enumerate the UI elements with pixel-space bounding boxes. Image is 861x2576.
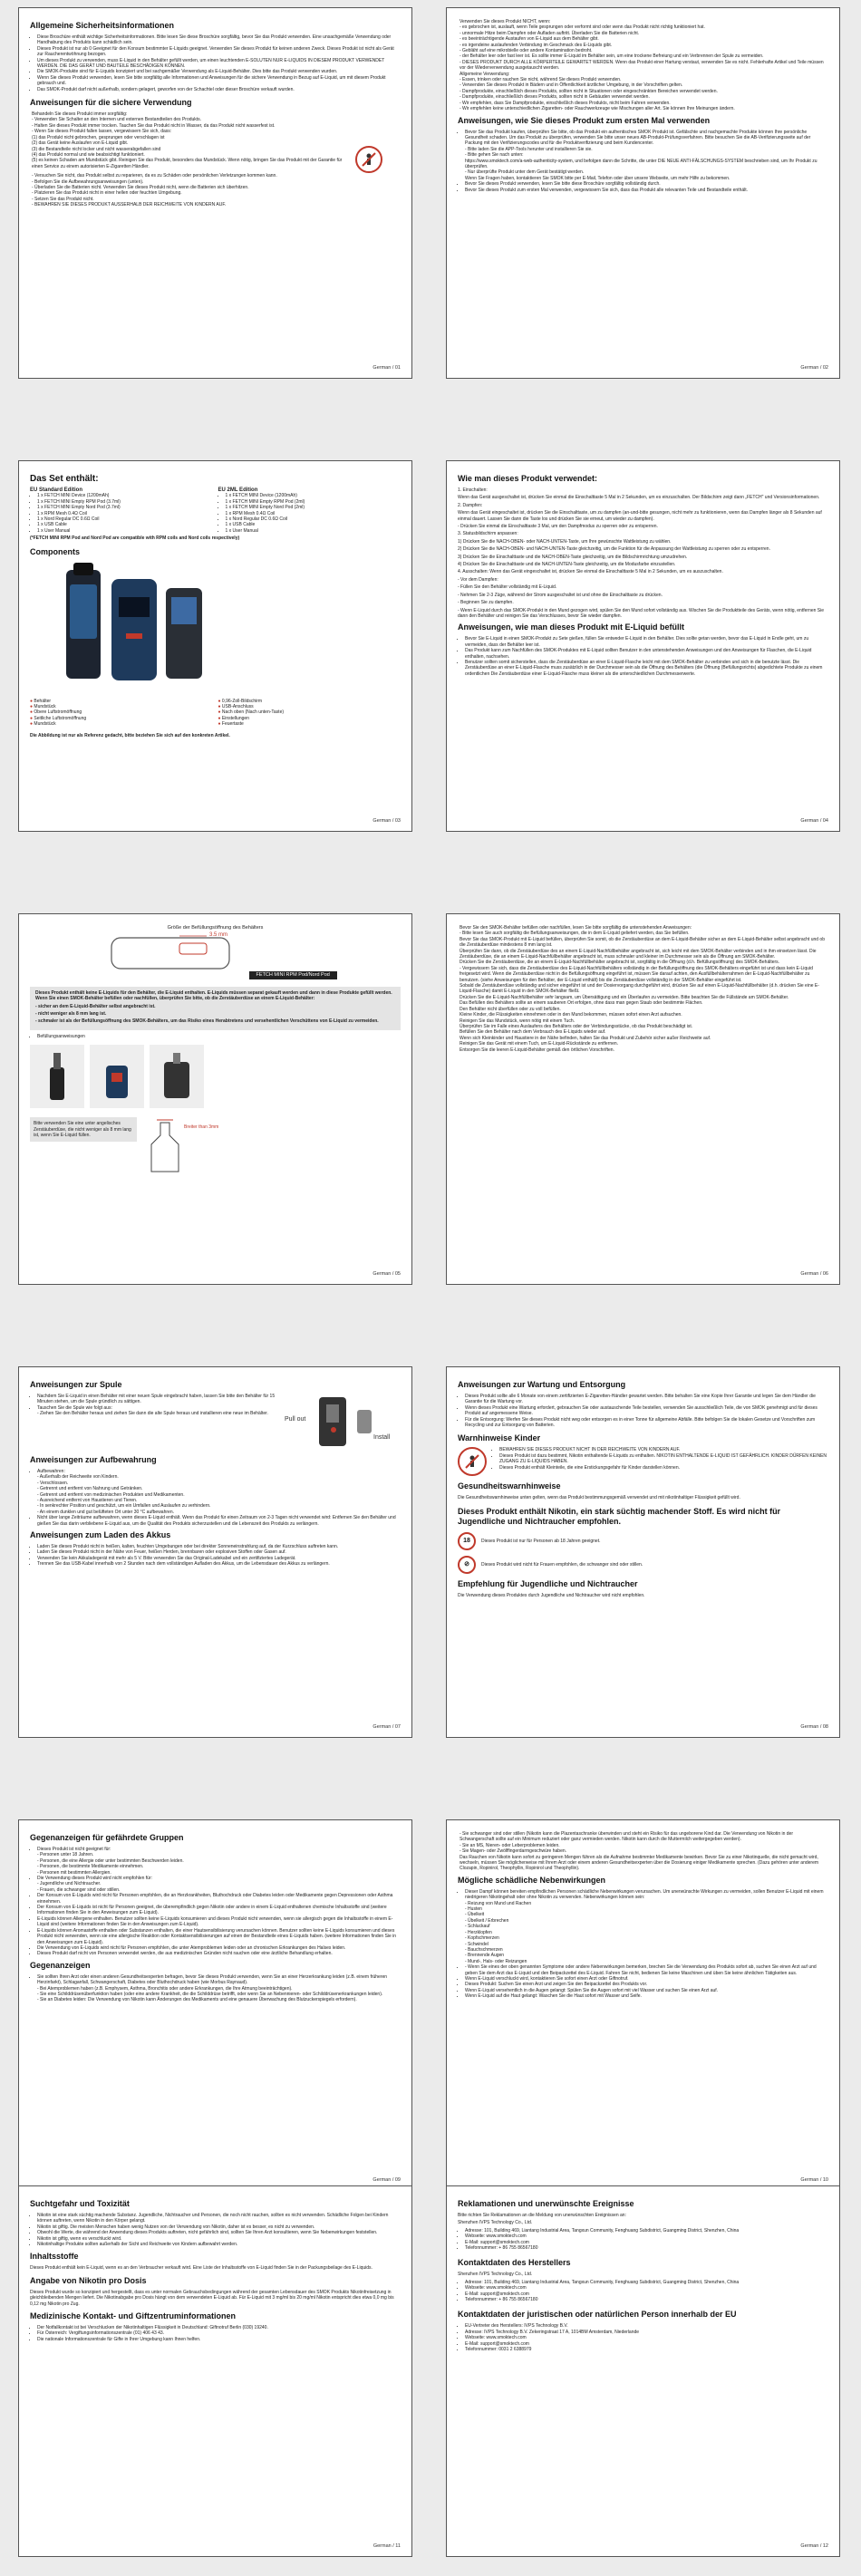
page-number: German / 01 xyxy=(372,364,401,371)
filling-instructions-bullet: • Befüllungsanweisungen xyxy=(37,1034,401,1039)
part-label: Einstellungen xyxy=(221,715,249,721)
manual-page-1 xyxy=(18,7,412,379)
nozzle-diagram xyxy=(142,1117,224,1182)
manual-page-8: Anweisungen zur Wartung und Entsorgung • Dieses Produkt sollte alle 6 Monate von einem zertifizierten E-Zigaretten-Händler gewartet werden. Bitte behalten Sie eine Kopie Ihrer Garantie und legen Sie dem Händler die Garantie für die Wartung vor. • Wenn dieses Produkt eine Wartung erfordert, gebrauchen Sie oder austauschende Teile bestellen, verwenden Sie ausschließlich Teile, die von SMOK genehmigt und für dieses Produkt auf angemessene Weise. • Für die Entsorgung: Werfen Sie dieses Produkt nicht weg oder entsorgen es in einer Tonne für allgemeine Abfälle. Bitte befolgen Sie die lokalen Gesetze und Vorschriften zum Recycling und zur Entsorgung von Batterien. Warnhinweise Kinder • BEWAHREN SIE DIESES PRODUKT NICHT IN DER REICHWEITE VON KINDERN AUF. • Dieses Produkt ist dazu bestimmt, Nikotin enthaltende E-Liquids zu enthalten. NIKOTIN ENTHALTENDE E-LIQUID IST GEFÄHRLICH. KINDER DÜRFEN KEINEN ZUGANG ZU E-LIQUIDS HABEN. • Dieses Produkt enthält Kleinteile, die eine Erstickungsgefahr für Kinder darstellen können. Gesundheitswarnhinweise Die Gesundheitswarnhinweise unten gelten, wenn das Produkt bestimmungsgemäß verwendet und mit nikotinhaltiger Flüssigkeit gefüllt wird. Dieses Produkt enthält Nikotin, ein stark süchtig machender Stoff. Es wird nicht für Jugendliche und Nichtraucher empfohlen. 18 Dieses Produkt ist nur für Personen ab 18 Jahren geeignet. ⊘ Dieses Produkt wird nicht für Frauen empfohlen, die schwanger sind oder stillen. Empfehlung für Jugendliche und Nichtraucher Die Verwendung dieses Produktes durch Jugendliche und Nichtraucher wird nicht empfohlen. German / 08 xyxy=(446,1366,840,1738)
email-link[interactable]: • E-Mail: support@smoktech.com xyxy=(465,2240,828,2245)
page-number: German / 04 xyxy=(800,817,828,824)
manual-page-11: Suchtgefahr und Toxizität • Nikotin ist eine stark süchtig machende Substanz. Jugendliche, Nichtraucher und Personen, die noch nicht rauchen, sollten es nicht verwenden. Schädliche Folgen bei Kindern können auftreten, wenn Nikotin in den Körper gelangt. • Nikotin ist giftig. Die meisten Menschen haben wenig Nutzen von der Verwendung von Nikotin, daher ist es besser, es nicht zu verwenden. • Obwohl die Werte, die während der Anwendung dieses Produkts auftreten, nicht gefährlich sind, sollten Sie Ihren Arzt konsultieren, wenn Sie Nebenwirkungen feststellen. • Nikotin ist giftig, wenn es verschluckt wird. • Nikotinhaltige Produkte sollten außerhalb der Sicht und Reichweite von Kindern aufbewahrt werden. Inhaltsstoffe Dieses Produkt enthält kein E-Liquid, wenn es an den Verbraucher verkauft wird. Eine Liste der Inhaltsstoffe von E-Liquid finden Sie in der Packungsbeilage des E-Liquids. Angabe von Nikotin pro Dosis Dieses Produkt wurde so konzipiert und hergestellt, dass es unter normalen Gebrauchsbedingungen während der gesamten Lebensdauer des SMOK Produkts Nikotinfreisetzung in gleichbleibenden Mengen liefert. Die Nikotinabgabe pro Dosis hängt von dem verwendeten E-Liquid ab. Für E-Liquid mit 3 mg/ml bis 20 mg/ml Nikotin entspricht dies etwa 0,0 mg bis 0,12 mg Nikotin pro Zug. Medizinische Kontakt- und Giftzentruminformationen • Der Notfallkontakt ist bei Verschlucken der Nikotinhaltigen Flüssigkeit in Deutschland: Giftnotruf Berlin (030) 19240. • Für Österreich: Vergiftungsinformationszentrale (01) 406 43 43. • Die nationale Informationszentrale für Gifte in Ihrer Umgebung kann Ihnen helfen. German / 11 xyxy=(18,2185,412,2557)
nozzle-width-label: Breiter than 3mm xyxy=(184,1124,219,1131)
email-link[interactable]: • E-Mail: support@smoktech.com xyxy=(465,2341,828,2347)
coil-diagram xyxy=(283,1394,401,1452)
usage-steps: 1. Einschalten: Wenn das Gerät ausgeschaltet ist, drücken Sie einmal die Einschalttaste 5 Mal in 2 Sekunden, um es einzuschalten. Der Bildschirm zeigt dann „FETCH" und Versionsinformationen. 2. Dampfen: Wenn das Gerät eingeschaltet ist, drücken Sie die Einschalttaste, um zu dampfen (an-und-bitte gesungen, nicht mehr zu funktionieren, wenn das Dampfen länger als 8 Sekunden auf einmal dauert. Lassen Sie dann die Taste los und drücken Sie sie erneut, um wieder zu dampfen). - Drücken Sie einmal die Einschalttaste 3 Mal, um den Dampfmodus zu sperren oder zu entsperren. 3. Statusbildschirm anpassen: 1) Drücken Sie die NACH-OBEN- oder NACH-UNTEN-Taste, um Ihre gewünschte Wattleistung zu wählen. 2) Drücken Sie die NACH-OBEN- und NACH-UNTEN-Taste gleichzeitig, um die Funktion für die Anpassung der Wattleistung zu sperren oder zu entsperren. 3) Drücken Sie die Einschalttaste und die NACH-OBEN-Taste gleichzeitig, um die Bildschirmrichtung umzudrehen. 4) Drücken Sie die Einschalttaste und die NACH-UNTEN-Taste gleichzeitig, um die Modusfarbe einzustellen. 4. Ausschalten: Wenn das Gerät eingeschaltet ist, drücken Sie einmal die Einschalttaste 5 Mal in 2 Sekunden, um es auszuschalten. - Vor dem Dampfen: - Füllen Sie den Behälter vollständig mit E-Liquid. - Nehmen Sie 2-3 Züge, während der Strom ausgeschaltet ist und ohne die Einschalttaste zu drücken. - Beginnen Sie zu dampfen. - Wenn E-Liquid durch das SMOK-Produkt in den Mund gezogen wird, spülen Sie den Mund sofort vollständig aus. Wischen Sie die Produktteile des Geräts, wenn nötig, entfernen Sie dann den Behälter und reinigen Sie das Verschlusses, bevor Sie wieder dampfen. xyxy=(458,487,825,619)
edition-title: EU Standard Edition xyxy=(30,487,83,493)
side-effects-list: • Dieser Dampf können bereiten empfindlichen Personen schädliche Nebenwirkungen verursachen. Um unerwünschte Wirkungen zu vermeiden, sollen Benutzer E-Liquid mit einem niedrigeren Nikotingehalt oder ohne Nikotin zu verwenden. Nebenwirkungen können sein: - Reizung von Mund und Rachen - Husten - Übelkeit - Übelkeit / Erbrechen - Schluckauf - Herzklopfen - Kopfschmerzen - Schwindel - Bauchschmerzen - Brennende Augen - Mund-, Hals- oder Reizungen • - Wenn Sie eines der oben genannten Symptome oder andere Nebenwirkungen bemerken, brechen Sie die Verwendung des Produkts sofort ab, suchen Sie einen Arzt auf und geben Sie dem Arzt das E-Liquid und den Beipackzettel des E-Liquid. Fahren Sie nicht, bedienen Sie keine Maschinen und üben Sie keine ähnlichen Tätigkeiten aus. • Wenn E-Liquid verschluckt wird, kontaktieren Sie sofort einen Arzt oder Giftnotruf. • Dieses Produkt: Suchen Sie einen Arzt und zeigen Sie den Beipackzettel des Produkts vor. • Wenn E-Liquid versehentlich in die Augen gelangt: Spülen Sie die Augen sofort mit viel Wasser und suchen Sie einen Arzt auf. • Wenn E-Liquid auf die Haut gelangt: Waschen Sie die Haut sofort mit Wasser und Seife. xyxy=(458,1889,828,2000)
part-label: Obere Luftstromöffnung xyxy=(34,709,82,716)
install-label: Install xyxy=(373,1434,391,1441)
section-title: Anweisungen, wie Sie dieses Produkt zum ersten Mal verwenden xyxy=(458,115,711,125)
device-illustration xyxy=(30,561,401,697)
first-use-list: • Bevor Sie das Produkt kaufen, überprüfen Sie bitte, ob das Produkt ein authentisches SMOK Produkt ist. Gefälschte und nachgemachte Produkte können Ihre persönliche Gesundheit schaden. Um das Produkt zu überprüfen, verwenden Sie bitte unser neues AB-Produkt-Prüfungsverfahren. Bitte besuchen Sie die AB-Verifizierungsseite auf der Packung mit den Verifizierungscodes und für die Produktverifizierung und beim Kundencenter. - Bitte laden Sie die APP-Tools herunter und installieren Sie sie. - Bitte gehen Sie nach unten: https://www.smoktech.com/a-web-authenticity-system, und befolgen dann die Schritte, die unter DIE NEUE ANTI-FÄLSCHUNGS-SYSTEM beschrieben sind, um Ihr Produkt zu überprüfen. - Nur überprüfte Produkt unter dem Gerät bestätigt werden. Wenn Sie Fragen haben, kontaktieren Sie SMOK bitte per E-Mail, Telefon oder über unsere Webseite, um mehr Hilfe zu bekommen. • Bevor Sie dieses Produkt verwenden, lesen Sie bitte diese Broschüre sorgfältig vollständig durch. • Bevor Sie dieses Produkt zum ersten Mal verwenden, vergewissern Sie sich, dass das Produkt alle relevanten Teile und Bestandteile enthält. xyxy=(458,130,828,193)
coil-list: • Nachdem Sie E-Liquid in einen Behälter mit einer neuen Spule eingebracht haben, lassen Sie bitte den Behälter für 15 Minuten stehen, um die Spule gründlich zu sättigen. • Tauschen Sie die Spule wie folgt aus: - Ziehen Sie den Behälter heraus und ziehen Sie dann die alte Spule heraus und installieren eine neue im Behälter. xyxy=(30,1394,277,1450)
compat-note: (*FETCH MINI RPM Pod and Nord Pod are compatible with RPM coils and Nord coils respectively) xyxy=(30,535,240,542)
manual-page-5 xyxy=(18,913,412,1285)
step-image xyxy=(90,1045,144,1108)
page-title: Wie man dieses Produkt verwendet: xyxy=(458,474,597,483)
toxicity-list: • Nikotin ist eine stark süchtig machende Substanz. Jugendliche, Nichtraucher und Personen, die noch nicht rauchen, sollten es nicht verwenden. Schädliche Folgen bei Kindern können auftreten, wenn Nikotin in den Körper gelangt. • Nikotin ist giftig. Die meisten Menschen haben wenig Nutzen von der Verwendung von Nikotin, daher ist es besser, es nicht zu verwenden. • Obwohl die Werte, die während der Anwendung dieses Produkts auftreten, nicht gefährlich sind, sollten Sie Ihren Arzt konsultieren, wenn Sie Nebenwirkungen feststellen. • Nikotin ist giftig, wenn es verschluckt wird. • Nikotinhaltige Produkte sollten außerhalb der Sicht und Reichweite von Kindern aufbewahrt werden. xyxy=(30,2213,401,2247)
page-title: Anweisungen zur Spule xyxy=(30,1380,122,1389)
section-title: Anweisungen, wie man dieses Produkt mit E-Liquid befüllt xyxy=(458,622,685,632)
manual-page-7 xyxy=(18,1366,412,1738)
part-label: Mundstück xyxy=(34,721,56,728)
page-number: German / 09 xyxy=(372,2176,401,2183)
part-label: Nach oben (Nach unten-Taste) xyxy=(221,709,285,716)
dimension-label: 3.5 mm xyxy=(209,932,228,939)
page-title: Anweisungen zur Wartung und Entsorgung xyxy=(458,1380,626,1389)
page-number: German / 12 xyxy=(800,2542,828,2549)
poison-center-list: • Der Notfallkontakt ist bei Verschlucken der Nikotinhaltigen Flüssigkeit in Deutschland: Giftnotruf Berlin (030) 19240. • Für Österreich: Vergiftungsinformationszentrale (01) 406 43 43. • Die nationale Informationszentrale für Gifte in Ihrer Umgebung kann Ihnen helfen. xyxy=(30,2325,401,2342)
section-title: Gegenanzeigen xyxy=(30,1960,91,1970)
section-title: Anweisungen für die sichere Verwendung xyxy=(30,98,192,108)
eu-contact: • EU-Vertreter des Herstellers: IVPS Technology B.V. • Adresse: IVPS Technology B.V. Zekeringstraat 17 A, 1014BM Amsterdam, Niederlande • Webseite: www.smoktech.com • E-Mail: support@smoktech.com • Telefonnummer: 0031 2 6388979 xyxy=(458,2323,828,2352)
section-title: Warnhinweise Kinder xyxy=(458,1433,541,1443)
charging-list: • Laden Sie dieses Produkt nicht in heißen, kalten, feuchten Umgebungen oder bei direkter Sonneneinstrahlung auf, da der Kurzschluss auftreten kann. • Laden Sie dieses Produkt nicht in der Nähe von Feuer, heißen Herden, brennbaren oder explosiven Stoffen oder Gasen auf. • Verwenden Sie kein Akkuladegerät mit mehr als 5 V. Bitte verwenden Sie das Original-Ladekabel und ein zertifiziertes Ladegerät. • Trennen Sie das USB-Kabel innerhalb von 2 Stunden nach dem vollständigen Aufladen des Akkus, um die Lebensdauer des Akkus zu verlängern. xyxy=(30,1544,401,1568)
filling-illustrations xyxy=(30,1045,401,1108)
page-title: Gegenanzeigen für gefährdete Gruppen xyxy=(30,1833,184,1842)
pod-top-diagram xyxy=(93,931,247,976)
section-title: Empfehlung für Jugendliche und Nichtraucher xyxy=(458,1578,638,1588)
website-link[interactable]: • Webseite: www.smoktech.com xyxy=(465,2233,828,2239)
page-number: German / 02 xyxy=(800,364,828,371)
manual-page-12: Reklamationen und unerwünschte Ereignisse Bitte richten Sie Reklamationen an die Meldung von unerwünschten Ereignissen an: Shenzhen IVPS Technology Co., Ltd. • Adresse: 101, Building 469, Liantang Industrial Area, Tangxun Community, Fenghuang Subdistrict, Guangming District, Shenzhen, China • Webseite: www.smoktech.com • E-Mail: support@smoktech.com • Telefonnummer: + 86 755 86567180 Kontaktdaten des Herstellers Shenzhen IVPS Technology Co., Ltd. • Adresse: 101, Building 469, Liantang Industrial Area, Tangxun Community, Fenghuang Subdistrict, Guangming District, Shenzhen, China • Webseite: www.smoktech.com • E-Mail: support@smoktech.com • Telefonnummer: + 86 755 86567180 Kontaktdaten der juristischen oder natürlichen Person innerhalb der EU • EU-Vertreter des Herstellers: IVPS Technology B.V. • Adresse: IVPS Technology B.V. Zekeringstraat 17 A, 1014BM Amsterdam, Niederlande • Webseite: www.smoktech.com • E-Mail: support@smoktech.com • Telefonnummer: 0031 2 6388979 German / 12 xyxy=(446,2185,840,2557)
pod-label: FETCH MINI RPM Pod/Nord Pod xyxy=(249,971,337,979)
page-number: German / 08 xyxy=(800,1723,828,1730)
manual-page-6 xyxy=(446,913,840,1285)
section-title: Gesundheitswarnhinweise xyxy=(458,1481,561,1491)
manufacturer-contact: • Adresse: 101, Building 469, Liantang Industrial Area, Tangxun Community, Fenghuang Subdistrict, Guangming District, Shenzhen, China • Webseite: www.smoktech.com • E-Mail: support@smoktech.com • Telefonnummer: + 86 755 86567180 xyxy=(458,2280,828,2303)
website-link[interactable]: • Webseite: www.smoktech.com xyxy=(465,2285,828,2291)
manual-page-9 xyxy=(18,1819,412,2191)
part-label: Behälter xyxy=(34,698,52,704)
pregnancy-list: - Sie schwanger sind oder stillen (Nikotin kann die Plazentaschranke überwinden und steht ein Risiko für das ungeborene Kind dar. Die Verwendung von Nikotin in der Schwangerschaft sollte auf ein Minimum reduziert oder ganz vermieden werden. Nikotin kann durch die Muttermilch weitergegeben werden). - Sie an MS, Nieren- oder Leberproblemen leiden. - Sie Magen- oder Zwölffingerdarmgeschwüre haben. Das Rauchen von Nikotin kann sofort zu geringeren Mengen führen als die Aufnahme bestimmter Medikamente bewirken. Bevor Sie zu einer Nikotinquelle, die nicht gemacht wird, wechseln, müssen Sie möglicherweise mit Ihrem Arzt oder einem anderen Gesundheitsexperten über die Dosierung einiger Medikamente sprechen. (Dazu gehören unter anderem Clozapin, Ropinirol, Theophyllin, Ropinirol und Theophyllin). xyxy=(460,1831,819,1872)
page-number: German / 10 xyxy=(800,2176,828,2183)
fill-opening-figure: Größe der Befüllungsöffnung des Behälters 3.5 mm FETCH MINI RPM Pod/Nord Pod xyxy=(30,925,401,979)
page-title: Allgemeine Sicherheitsinformationen xyxy=(30,21,175,30)
manual-page-10 xyxy=(446,1819,840,2191)
section-title: Inhaltsstoffe xyxy=(30,2252,79,2262)
section-title: Medizinische Kontakt- und Giftzentruminformationen xyxy=(30,2311,236,2321)
website-link[interactable]: • Webseite: www.smoktech.com xyxy=(465,2335,828,2340)
do-not-use-list: Verwenden Sie dieses Produkt NICHT, wenn: - es gebrochen ist, auslauft, wenn Teile gesprungen oder verformt sind oder wenn das Produkt nicht richtig funktioniert hat. - unnormale Hitze beim Dampfen oder Aufladen auftritt. Überladen Sie die Batterien nicht. - es beeinträchtigende Austaufen von E-Liquid aus dem Behälter gibt. - es irgendeine auslaufenden Verbindung im Geschmack des E-Liquids gibt. - Gebläht auf eine mikrobielle oder andere Kontamination bedroht. - der Behälter leer oder fast leer ist. Es sollte immer E-Liquid im Behälter sein, um eine trockene Befreiung und ein Verbrennen der Spule zu vermeiden. - DIESES PRODUKT DURCH ALLE KÖRPERTEILE GEWARTET WERDEN. Wenn das Produkt einer Hartung verstaut, verwenden Sie es nicht. Fehlerhafte Artikel und Teile müssen vor der Wiederverwendung ausgetauscht werden. Allgemeine Verwendung: - Essen, trinken oder rauchen Sie nicht, während Sie dieses Produkt verwenden. - Verwenden Sie dieses Produkt in Bädern und in Öffentlichkeit ärztlicher Umgebung, in der Vorschriften gelten. - Dampfprodukte, einschließlich dieses Produkts, sollten nicht in Situationen oder eingeschränkten Bereichen verwendet werden. - Dampfprodukte, einschließlich dieses Produkts, sollten nicht in Gebäuden verwendet werden. - Wir empfehlen, dass Sie Dampfprodukte, einschließlich dieses Produkts, nicht beim Fahren verwenden. - Wir empfehlen keine unterschiedlichen Zigaretten- oder Rauchwerkzeuge wie Mischungen aller Art. Sie können Ihre Meinungen ändern. xyxy=(460,19,824,112)
verification-link[interactable]: https://www.smoktech.com/a-web-authenticity-system, und befolgen dann die Schritte, die unter DIE NEUE ANTI-FÄLSCHUNGS-SYSTEM beschrieben sind, um Ihr Produkt zu überprüfen. xyxy=(465,158,817,169)
child-warning-list: • BEWAHREN SIE DIESES PRODUKT NICHT IN DER REICHWEITE VON KINDERN AUF. • Dieses Produkt ist dazu bestimmt, Nikotin enthaltende E-Liquids zu enthalten. NIKOTIN ENTHALTENDE E-LIQUID IST GEFÄHRLICH. KINDER DÜRFEN KEINEN ZUGANG ZU E-LIQUIDS HABEN. • Dieses Produkt enthält Kleinteile, die eine Erstickungsgefahr für Kinder darstellen können. xyxy=(492,1447,828,1471)
part-label: 0,96-Zoll-Bildschirm xyxy=(221,698,263,704)
complaints-contact: • Adresse: 101, Building 469, Liantang Industrial Area, Tangxun Community, Fenghuang Subdistrict, Guangming District, Shenzhen, China • Webseite: www.smoktech.com • E-Mail: support@smoktech.com • Telefonnummer: + 86 755 86567180 xyxy=(458,2228,828,2252)
components-title: Components xyxy=(30,546,80,556)
section-title: Kontaktdaten der juristischen oder natürlichen Person innerhalb der EU xyxy=(458,2310,737,2320)
step-image xyxy=(150,1045,204,1108)
storage-list: • Aufbewahren: - Außerhalb der Reichweite von Kindern. - Verschlossen. - Getrennt und entfernt von Nahrung und Getränken. - Getrennt und entfernt von medizinischen Produkten und Medikamenten. - Ausreichend entfernt von Haustieren und Tieren. - In senkrechter Position und geschützt, um ein Umfallen und Auslaufen zu verhindern. - An einem dunklen und gut belüfteten Ort unter 30 °C aufbewahren. • Nicht über lange Zeiträume aufbewahren, wenn dieses E-Liquid enthält. Wenn das Produkt für einen Zeitraum von 2-3 Tagen nicht verwendet wird: Entfernen Sie den Behälter und gießen Sie das darin verbliebene E-Liquid aus, um die Qualität des Produkts sicherzustellen und die Lebenszeit des Produkts zu verlängern. xyxy=(30,1469,401,1527)
intro-list: • Diese Broschüre enthält wichtige Sicherheitsinformationen. Bitte lesen Sie diese Broschüre sorgfältig, bevor Sie das Produkt verwenden. Eine unsachgemäße Verwendung oder Handhabung des Produkts kann schädlich sein. • Dieses Produkt ist nur ab 0 Geeignet für den Konsum bestimmter E-Liquids geeignet. Verwenden Sie dieses Produkt für keinen anderen Zweck. Dieses Produkt ist nicht als Gerät zur Raucherentwöhnung bezogen. • Um dieses Produkt zu verwenden, muss E-Liquid in den Behälter gefüllt werden, um einen leuchtenden E-SOLUTEN NUR E-LIQUIDS IN DIESEM PRODUKT VERWENDET WERDEN. DIE DAS GERÄT UND BAUTEILE BESCHÄDIGEN KÖNNEN. • Die SMOK-Produkte sind für E-Liquids konzipiert und bei sachgemäßer Verwendung als E-Liquid-Behälter. Dies bitte das Produkt verwenden wurden. • Wenn Sie dieses Produkt verwenden, lesen Sie bitte sorgfältig alle Informationen und Anweisungen für die sichere Verwendung in Bezug auf E-Liquid, um mit diesem Produkt gebrauch und. • Das SMOK-Produkt darf nicht außerhalb, sondern gelagert, geworfen von der Schachtel oder dieser Broschüre verkauft wurden. xyxy=(30,34,401,92)
nicotine-warning: Dieses Produkt enthält Nikotin, ein stark süchtig machender Stoff. Es wird nicht für Jugendliche und Nichtraucher empfohlen. xyxy=(458,1506,781,1526)
step-image xyxy=(30,1045,84,1108)
page-number: German / 11 xyxy=(372,2542,401,2549)
page-title: Suchtgefahr und Toxizität xyxy=(30,2199,130,2208)
refill-instructions: Bevor Sie den SMOK-Behälter befüllen oder nachfüllen, lesen Sie bitte sorgfältig die untenstehenden Anweisungen: - Bitte lesen Sie auch sorgfältig die Befüllungsanweisungen, die in dem E-Liquid geliefert werden, das Sie befüllen. Bevor Sie das SMOK-Produkt mit E-Liquid befüllen, überprüfen Sie somit, ob die Zerstäuberdüse an dem E-Liquid-Behälter sicher an dem E-Liquid-Behälter selbst angebracht und ob die Zerstäuberdüse mindestens 8 mm lang ist. Überprüfen Sie dann, ob die Zerstäuberdüse des an einem E-Liquid-Nachfüllbehälter angebracht ist, sich leicht mit dem SMOK-Behälter verbinden und in ihm einsetzen lässt. Die Zerstäuberdüse, die an einem E-Liquid-Nachfüllbehälter angebracht ist, muss schmaler und kleiner im Durchmesser sein als die Öffnung am SMOK-Behälter. Drücken Sie die Zerstäuberdüse, die an einem E-Liquid-Nachfüllbehälter angebracht ist, sorgfältig in die Öffnung (d.h. Befüllungsöffnung) des SMOK-Behälters. - Vergewissern Sie sich, dass die Zerstäuberdüse des E-Liquid-Nachfüllbehälters vollständig in der Befüllungsöffnung des SMOK-Behälters eingeführt ist und dass kein E-Liquid freigesetzt wird. Wenn die Zerstäuberdüse nicht in die Befüllungsöffnung eingeführt ist, müssen Sie darauf achten, den Ausfüllbehälterrahmen der E-Liquid-Nachfüllbehälter zu benutzen. (siehe Anweisungen für den Behälter, der E-Liquid enthält) bis die Zerstäuberdüse vollständig in der SMOK-Behälter eingeführt ist. Sobald die Zerstäuberdüse vollständig und sicher eingeführt ist und der Dosiervorgang durchgeführt wird, drücken Sie auf einen E-Liquid-Nachfüllbehälter (d.h. drücken Sie eine E-Liquid-Flasche) damit E-Liquid in den SMOK-Behälter fließt. Drücken Sie die E-Liquid-Nachfüllbehälter sehr langsam, um Übersättigung und ein Überlaufen zu vermeiden. Bitte beachten Sie die Füllstände am SMOK-Behälter. Das Befüllen des Behälters sollte an einem sauberen Ort erfolgen, ohne dass man gegen Staub oder bestimmte Flächen. Den Behälter nicht überfüllen oder zu voll befüllen. Kleine Kinder, die Flüssigkeiten einnehmen oder in den Mund bekommen, müssen sofort einen Arzt aufsuchen. Reinigen Sie das Mundstück, wenn nötig mit einem Tuch. Überprüfen Sie im Falle eines Auslaufens des Behälters oder der Verbindungsstücke, ob das Produkt beschädigt ist. Befüllen Sie den Behälter nach dem Verbrauch des E-Liquids wieder auf. Wenn sich Kleinkinder und Haustiere in der Nähe befinden, halten Sie das Produkt und Zubehör sicher außer Reichweite auf. Reinigen Sie das Gerät mit einem Tuch, um E-Liquid-Rückstände zu entfernen. Entsorgen Sie die leeren E-Liquid-Behälter gemäß den örtlichen Vorschriften. xyxy=(460,925,825,1053)
section-title: Kontaktdaten des Herstellers xyxy=(458,2258,571,2268)
contraindications-list: • Dieses Produkt ist nicht geeignet für: - Personen unter 18 Jahren. - Personen, die eine Allergie oder unter bestimmten Beschwerden leiden. - Personen, die bestimmte Medikamente einnehmen. - Personen mit bestimmten Allergien. • Die Verwendung dieses Produkt wird nicht empfohlen für: - Jugendliche und Nichtraucher. - Frauen, die schwanger sind oder stillen. • Der Konsum von E-Liquids wird nicht für Personen empfohlen, die an Herzkrankheiten, Bluthochdruck oder Diabetes leiden oder Medikamente gegen Depressionen oder Asthma einnehmen. • Der Konsum von E-Liquids ist nicht für Personen geeignet, die überempfindlich gegen Nikotin oder andere in einem E-Liquid enthaltenen chemische Inhaltsstoffe sind (weitere Informationen finden Sie in den Anweisungen zum E-Liquid). • E-Liquids können Allergene enthalten. Benutzer sollten keine E-Liquids konsumieren und dieses Produkt nicht verwenden, wenn sie allergisch gegen die Inhaltsstoffe in einem E-Liquid sind (weitere Informationen finden Sie in den Anweisungen zum E-Liquid). • E-Liquids können Aromastoffe enthalten oder Substanzen enthalten, die einer Hautsensibilisierung verursachen können. Benutzer sollten keine E-Liquids konsumieren und dieses Produkt nicht verwenden, wenn sie eine allergische Reaktion oder Kontaktsensibilisierungen auf einen der Bestandteile eines E-Liquids haben. (weitere Informationen finden Sie in den Anweisungen zum E-Liquid). • Die Verwendung von E-Liquids wird nicht für Personen empfohlen, die unter Atemproblemen leiden oder an chronischen Erkrankungen des Halses leiden. • Dieses Produkt darf nicht von Personen verwendet werden, die aus medizinischen Gründen nicht rauchen oder eine ärztliche Behandlung erhalten. xyxy=(30,1847,401,1957)
email-link[interactable]: • E-Mail: support@smoktech.com xyxy=(465,2291,828,2297)
age-18-icon: 18 xyxy=(458,1532,476,1550)
kit-list: • 1 x FETCH MINI Device (1200mAh) • 1 x FETCH MINI Empty RPM Pod (3.7ml) • 1 x FETCH MINI Empty Nord Pod (3.7ml) • 1 x RPM Mesh 0.4Ω Coil • 1 x Nord Regular DC 0.6Ω Coil • 1 x USB Cable • 1 x User Manual xyxy=(30,493,213,534)
filling-list: • Bevor Sie E-Liquid in einen SMOK-Produkt zu Sete gießen, füllen Sie entweder E-Liquid in den Behälter. Dies sollte getan werden, bevor das E-Liquid in Endle geht, um zu vermeiden, dass der Behälter leer ist. • Das Produkt kann zum Nachfüllen des SMOK-Produktes mit E-Liquid sollten Benutzer in den untenstehenden Anweisungen und den Anweisungen für Flaschen, die E-Liquid enthalten, nachsehen. • Benutzer sollten somit sicherstellen, dass die Zerstäuberdüse an einer E-Liquid-Flasche leicht mit dem SMOK-Behälter zu verbinden und sich in die benutzte lässt. Die Zerstäuberdüse an einer E-Liquid-Flasche muss zusätzlich in der Durchmesser sein als die Öffnung des Behälters (die Öffnung (Befüllungsrichts) abgedichtete Produkte zu einem ordentlichen Die Zerstäuberdüse einer E-Liquid-Flasche muss kleiner als die unterschiedlichen Durchmesserwerte. xyxy=(458,636,828,677)
safety-list: Behandeln Sie dieses Produkt immer sorgfältig: - Verwenden Sie Schalter an den Internen und externen Bestandteilen des Produkts. - Halten Sie dieses Produkt immer trocken. Tauchen Sie das Produkt nicht in Wasser, da das Produkt nicht wasserfest ist. - Wenn Sie dieses Produkt fallen lassen, vergewissern Sie sich, dass: (1) das Produkt nicht gebrochen, gesprungen oder verschlagen ist (2) das Gerät keine Auslaufen von E-Liquid gibt. (3) die Bestandteile nicht locker und nicht wasserabgefallen sind (4) das Produkt normal und wie beabsichtigt funktioniert. (5) es keinen Schaden am Mundstück gibt. Reinigen Sie das Produkt, besonders das Mundstück. Wenn nötig, bringen Sie das Produkt mit der Garantie für einen Service zu einem autorisierten E-Zigaretten Händler. - Versuchen Sie nicht, das Produkt selbst zu reparieren, da es zu Schäden oder persönlichen Verletzungen kommen kann. - Befolgen Sie die Aufbewahrungsanweisungen (unten). - Überladen Sie die Batterien nicht. Verwenden Sie dieses Produkt nicht, wenn die Batterien sich überhitzen. - Platzieren Sie das Produkt nicht in einer hellen oder feuchten Umgebung. - Setzen Sie das Produkt nicht. - BEWAHREN SIE DIESES PRODUKT AUSSERHALB DER REICHWEITE VON KINDERN AUF. xyxy=(32,111,343,208)
part-label: USB-Anschluss xyxy=(221,704,254,710)
nozzle-note: Bitte verwenden Sie eine unter angelisches Zerstäuberdüse, die nicht weniger als 8 mm lang ist, wenn Sie E-Liquid füllen. xyxy=(30,1117,137,1142)
info-box: Dieses Produkt enthält keine E-Liquids für den Behälter, die E-Liquid enthalten. E-Liquids müssen separat gekauft werden und dann in diese Produkte gefüllt werden. Wenn Sie einen SMOK-Behälter befüllen oder nachfüllen, überprüfen Sie bitte, ob die Zerstäuberdüse an einem E-Liquid-Behälter: - sicher an dem E-Liquid-Behälter selbst angebracht ist. - nicht weniger als 8 mm lang ist. - schmaler ist als der Befüllungsöffnung des SMOK-Behälters, um das Risiko eines Herabtretens und versehentlichen Verschüttens von E-Liquid zu vermeiden. xyxy=(30,987,401,1030)
kit-list: • 1 x FETCH MINI Device (1200mAh) • 1 x FETCH MINI Empty RPM Pod (2ml) • 1 x FETCH MINI Empty Nord Pod (2ml) • 1 x RPM Mesh 0.4Ω Coil • 1 x Nord Regular DC 0.6Ω Coil • 1 x USB Cable • 1 x User Manual xyxy=(218,493,401,534)
page-title: Das Set enthält: xyxy=(30,474,99,484)
maintenance-list: • Dieses Produkt sollte alle 6 Monate von einem zertifizierten E-Zigaretten-Händler gewartet werden. Bitte behalten Sie eine Kopie Ihrer Garantie und legen Sie dem Händler die Garantie für die Wartung vor. • Wenn dieses Produkt eine Wartung erfordert, gebrauchen Sie oder austauschende Teile bestellen, verwenden Sie ausschließlich Teile, die von SMOK genehmigt und für dieses Produkt auf angemessene Weise. • Für die Entsorgung: Werfen Sie dieses Produkt nicht weg oder entsorgen es in einer Tonne für allgemeine Abfälle. Bitte befolgen Sie die lokalen Gesetze und Vorschriften zum Recycling und zur Entsorgung von Batterien. xyxy=(458,1394,828,1428)
page-number: German / 07 xyxy=(372,1723,401,1730)
section-title: Mögliche schädliche Nebenwirkungen xyxy=(458,1875,606,1885)
section-title: Anweisungen zur Aufbewahrung xyxy=(30,1455,157,1464)
part-label: Mundstück xyxy=(34,704,56,710)
part-label: Feuertaste xyxy=(221,721,244,728)
manual-page-4 xyxy=(446,460,840,832)
section-title: Angabe von Nikotin pro Dosis xyxy=(30,2275,147,2285)
child-warning-icon xyxy=(458,1447,487,1476)
section-title: Anweisungen zum Laden des Akkus xyxy=(30,1530,171,1540)
no-pregnancy-icon: ⊘ xyxy=(458,1556,476,1574)
figure-caption: Die Abbildung ist nur als Referenz gedacht, bitte beziehen Sie sich auf den konkreten Artikel. xyxy=(30,732,230,738)
page-number: German / 05 xyxy=(372,1270,401,1277)
page-number: German / 03 xyxy=(372,817,401,824)
page-number: German / 06 xyxy=(800,1270,828,1277)
manual-page-2 xyxy=(446,7,840,379)
pull-out-label: Pull out xyxy=(285,1416,306,1423)
no-children-icon xyxy=(355,146,382,173)
manual-page-3: Das Set enthält: EU Standard Edition • 1 x FETCH MINI Device (1200mAh) • 1 x FETCH MINI Empty RPM Pod (3.7ml) • 1 x FETCH MINI Empty Nord Pod (3.7ml) • 1 x RPM Mesh 0.4Ω Coil • 1 x Nord Regular DC 0.6Ω Coil • 1 x USB Cable • 1 x User Manual EU 2ML Edition • 1 x FETCH MINI Device (1200mAh) • 1 x FETCH MINI Empty RPM Pod (2ml) • 1 x FETCH MINI Empty Nord Pod (2ml) • 1 x RPM Mesh 0.4Ω Coil • 1 x Nord Regular DC 0.6Ω Coil • 1 x USB Cable • 1 x User Manual (*FETCH MINI RPM Pod and Nord Pod are compatible with RPM coils and Nord coils respectively) Components ● Behälter ● Mundstück ● Obere Luftstromöffnung ● Seitliche Luftstromöffnung ● Mundstück ● 0,96-Zoll-Bildschirm ● USB-Anschluss ● Nach oben (Nach unten-Taste) ● Einstellungen ● Feuertaste Die Abbildung ist nur als Referenz gedacht, bitte beziehen Sie sich auf den konkreten Artikel. German / 03 xyxy=(18,460,412,832)
contra-list: • Sie sollten Ihren Arzt oder einen anderen Gesundheitsexperten befragen, bevor Sie dieses Produkt verwenden, wenn Sie an einer Herzerkrankung leiden (z.B. einem früheren Herzinfarkt), Schlaganfall, Schwangerschaft, Diabetes oder Bluthochdruck haben (wie Morbus Raynaud). - Bei Atemproblemen haben (z.B. Emphysem, Asthma, Bronchitis oder andere Erkrankungen, die Ihre Atmung beeinträchtigen). - Sie eine Schilddrüsenüberfunktion haben (oder eine andere Krankheit, die die Schilddrüse betrifft, oder wenn Sie an Nebennieren- oder Schilddrüsenerkrankungen leiden). - Sie an Diabetes leiden: Die Verwendung von Nikotin kann Änderungen des Medikaments und eine genauere Überwachung des Blutzuckerspiegels erfordern). xyxy=(30,1974,401,2003)
section-title: Reklamationen und unerwünschte Ereignisse xyxy=(458,2199,634,2208)
part-label: Seitliche Luftstromöffnung xyxy=(34,715,87,721)
edition-title: EU 2ML Edition xyxy=(218,487,258,493)
